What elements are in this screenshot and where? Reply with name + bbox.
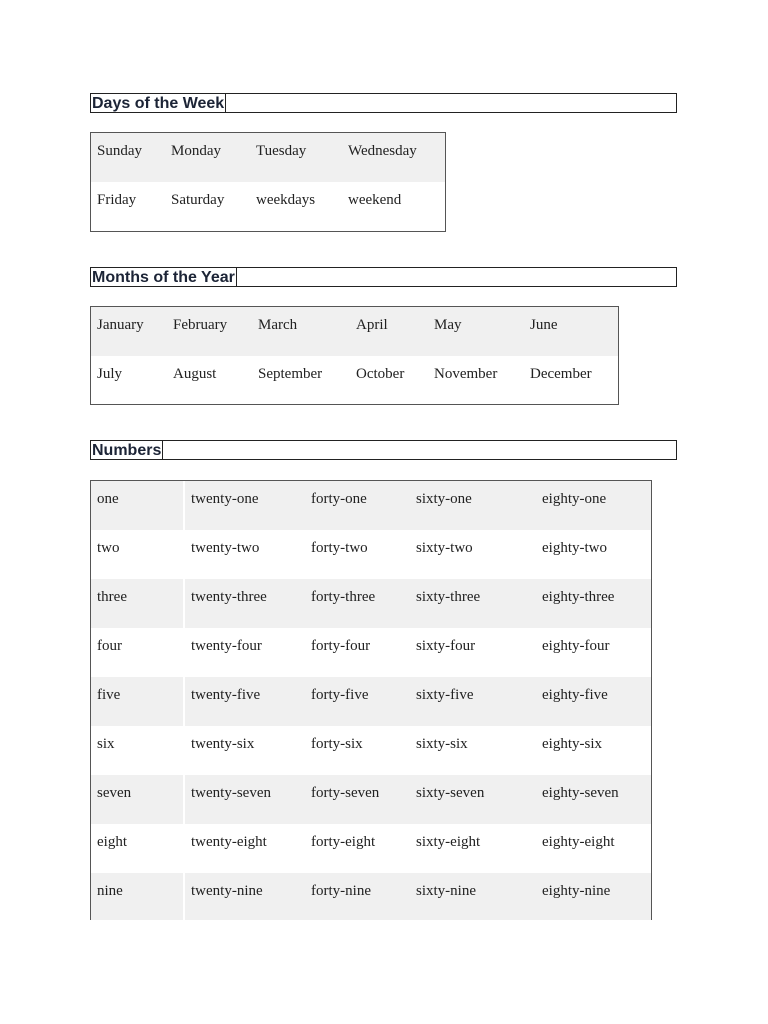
- table-row: [91, 628, 651, 677]
- table-cell: sixty-three: [416, 589, 481, 605]
- table-cell: Monday: [171, 143, 221, 159]
- table-cell: twenty-two: [191, 540, 260, 556]
- table-row: [91, 481, 651, 530]
- table-cell: forty-two: [311, 540, 368, 556]
- table-cell: nine: [97, 883, 123, 899]
- table-cell: three: [97, 589, 127, 605]
- table-cell: September: [258, 366, 323, 382]
- table-cell: forty-six: [311, 736, 363, 752]
- table-row: [91, 873, 651, 920]
- table-cell: eighty-two: [542, 540, 607, 556]
- table-cell: October: [356, 366, 405, 382]
- table-cell: November: [434, 366, 498, 382]
- table-row: [91, 824, 651, 873]
- table-row: [91, 677, 651, 726]
- table-cell: twenty-five: [191, 687, 261, 703]
- days-heading-bar: [90, 93, 677, 113]
- table-cell: June: [530, 317, 558, 333]
- table-row: [91, 775, 651, 824]
- table-cell: sixty-two: [416, 540, 473, 556]
- table-cell: sixty-five: [416, 687, 474, 703]
- table-cell: sixty-seven: [416, 785, 485, 801]
- table-cell: eighty-six: [542, 736, 602, 752]
- table-cell: one: [97, 491, 119, 507]
- table-cell: December: [530, 366, 592, 382]
- table-cell: January: [97, 317, 144, 333]
- table-cell: eight: [97, 834, 127, 850]
- table-cell: sixty-four: [416, 638, 476, 654]
- table-cell: twenty-six: [191, 736, 255, 752]
- table-row: [91, 307, 618, 356]
- table-cell: twenty-seven: [191, 785, 271, 801]
- table-cell: weekend: [348, 192, 402, 208]
- table-row: [91, 182, 445, 231]
- table-cell: Saturday: [171, 192, 225, 208]
- table-cell: February: [173, 317, 228, 333]
- table-cell: forty-one: [311, 491, 367, 507]
- table-cell: eighty-eight: [542, 834, 615, 850]
- table-cell: eighty-three: [542, 589, 615, 605]
- table-cell: eighty-one: [542, 491, 607, 507]
- table-cell: July: [97, 366, 123, 382]
- table-cell: forty-eight: [311, 834, 376, 850]
- table-cell: sixty-six: [416, 736, 468, 752]
- table-cell: twenty-three: [191, 589, 267, 605]
- table-cell: five: [97, 687, 121, 703]
- table-cell: sixty-eight: [416, 834, 481, 850]
- table-cell: forty-seven: [311, 785, 380, 801]
- table-cell: March: [258, 317, 298, 333]
- table-cell: forty-four: [311, 638, 371, 654]
- table-cell: Wednesday: [348, 143, 417, 159]
- table-cell: seven: [97, 785, 132, 801]
- table-row: [91, 579, 651, 628]
- months-heading: Months of the Year: [92, 269, 235, 286]
- table-cell: sixty-one: [416, 491, 472, 507]
- table-cell: eighty-five: [542, 687, 608, 703]
- table-cell: twenty-one: [191, 491, 259, 507]
- table-row: [91, 530, 651, 579]
- table-cell: forty-nine: [311, 883, 371, 899]
- table-cell: four: [97, 638, 122, 654]
- table-row: [91, 726, 651, 775]
- table-cell: May: [434, 317, 462, 333]
- table-cell: eighty-four: [542, 638, 610, 654]
- days-table: [90, 132, 446, 232]
- table-cell: Friday: [97, 192, 137, 208]
- table-cell: forty-five: [311, 687, 369, 703]
- table-row: [91, 133, 445, 182]
- table-cell: six: [97, 736, 115, 752]
- months-heading-bar: [90, 267, 677, 287]
- table-cell: Sunday: [97, 143, 142, 159]
- table-cell: forty-three: [311, 589, 376, 605]
- numbers-table: [90, 480, 652, 920]
- table-cell: eighty-nine: [542, 883, 611, 899]
- numbers-heading: Numbers: [92, 442, 162, 459]
- table-cell: Tuesday: [256, 143, 307, 159]
- table-cell: August: [173, 366, 217, 382]
- months-table: [90, 306, 619, 405]
- days-heading: Days of the Week: [92, 95, 225, 112]
- table-cell: twenty-nine: [191, 883, 263, 899]
- numbers-heading-bar: [90, 440, 677, 460]
- table-cell: sixty-nine: [416, 883, 476, 899]
- table-row: [91, 356, 618, 405]
- table-cell: twenty-four: [191, 638, 262, 654]
- table-cell: weekdays: [256, 192, 316, 208]
- table-cell: twenty-eight: [191, 834, 267, 850]
- table-cell: eighty-seven: [542, 785, 619, 801]
- table-cell: two: [97, 540, 120, 556]
- table-cell: April: [356, 317, 388, 333]
